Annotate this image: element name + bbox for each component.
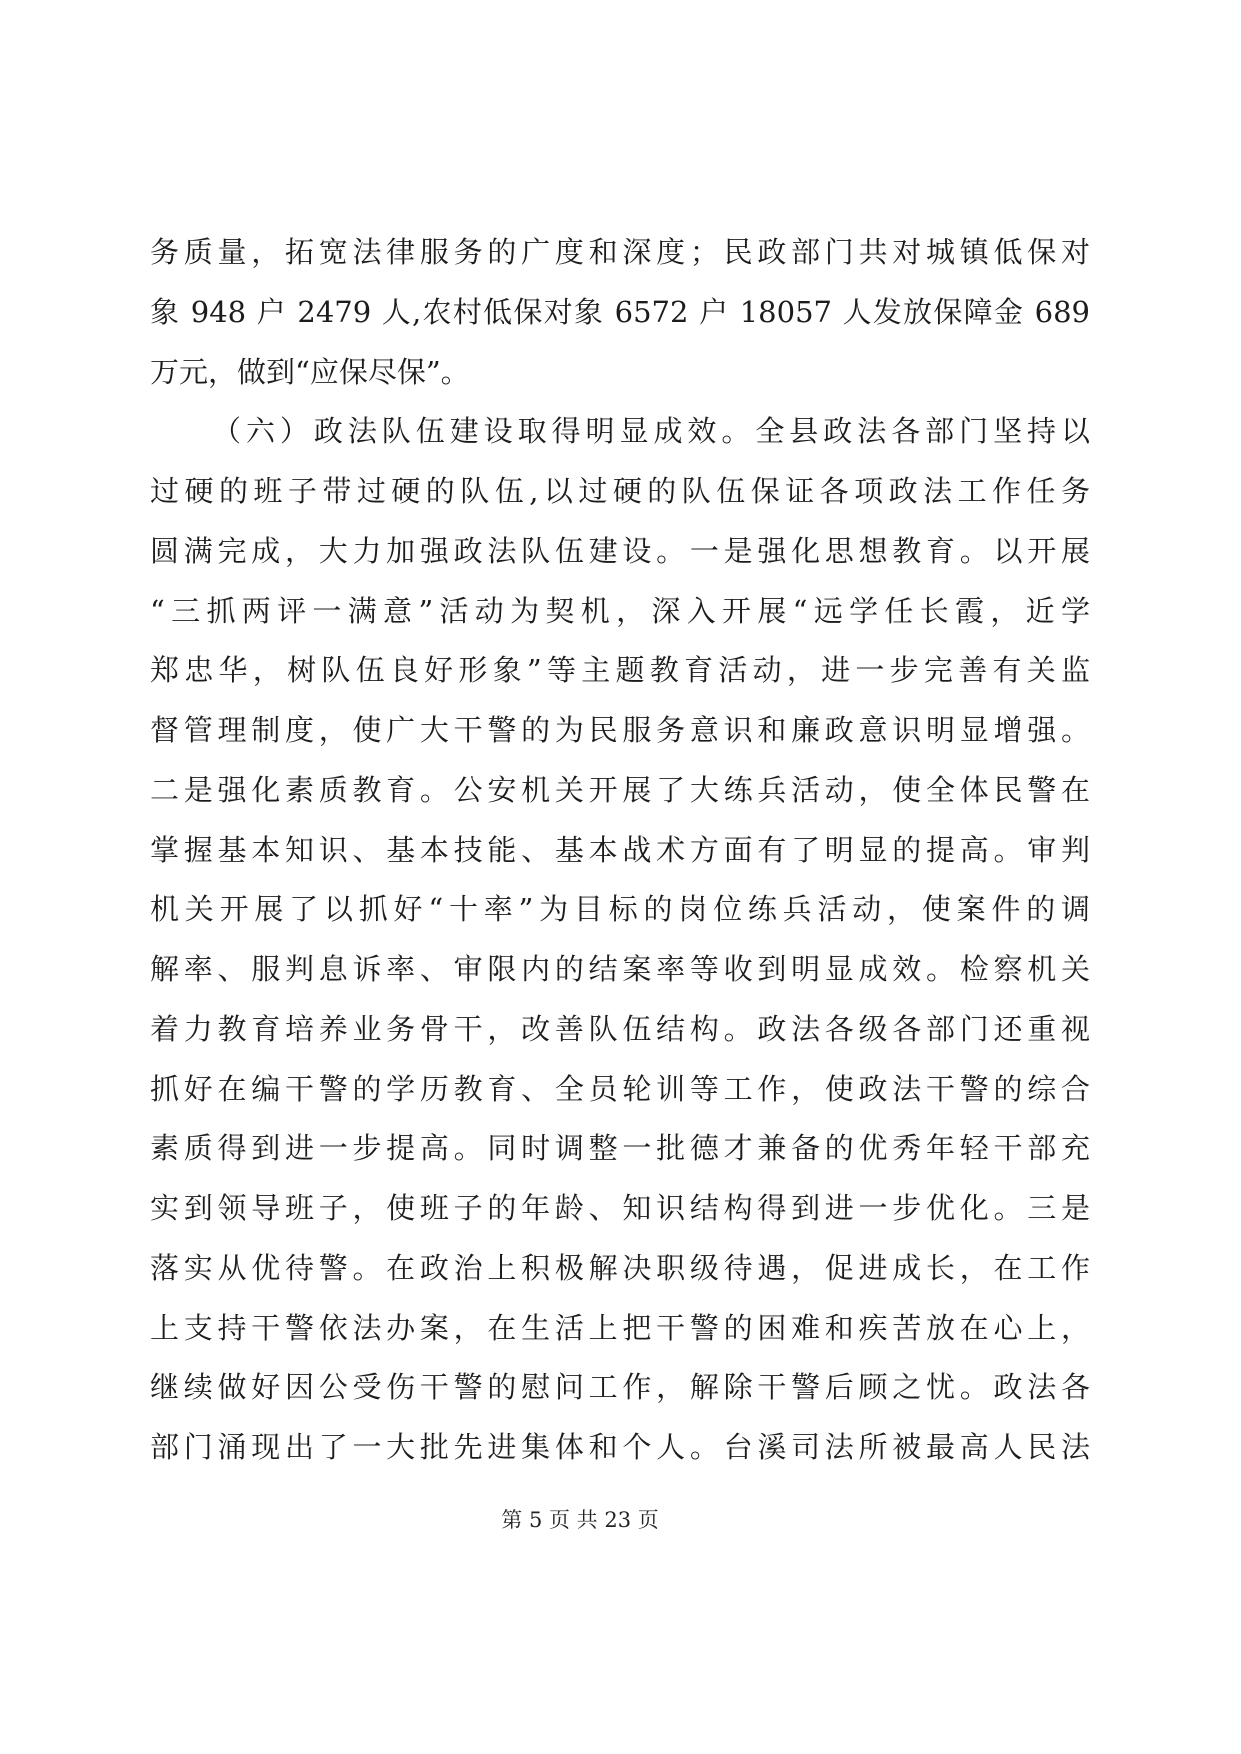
text-line: 过硬的班子带过硬的队伍,以过硬的队伍保证各项政法工作任务 [150, 474, 1090, 508]
text-line: 象 948 户 2479 人,农村低保对象 6572 户 18057 人发放保障金 689 [150, 294, 1090, 329]
text-line: 掌握基本知识、基本技能、基本战术方面有了明显的提高。审判 [150, 832, 1090, 867]
text-line: 着力教育培养业务骨干，改善队伍结构。政法各级各部门还重视 [150, 1011, 1090, 1046]
text-line: 郑忠华，树队伍良好形象”等主题教育活动，进一步完善有关监 [150, 653, 1090, 688]
text-line: 圆满完成，大力加强政法队伍建设。一是强化思想教育。以开展 [150, 533, 1090, 568]
text-line: 务质量，拓宽法律服务的广度和深度；民政部门共对城镇低保对 [150, 235, 1090, 269]
section-heading-line: （六）政法队伍建设取得明显成效。全县政法各部门坚持以 [212, 414, 1090, 449]
text-line: 继续做好因公受伤干警的慰问工作，解除干警后顾之忧。政法各 [150, 1370, 1090, 1405]
text-line: 抓好在编干警的学历教育、全员轮训等工作，使政法干警的综合 [150, 1071, 1090, 1106]
text-line: “三抓两评一满意”活动为契机，深入开展“远学任长霞，近学 [150, 593, 1090, 628]
body-text [150, 223, 1090, 1478]
text-line: 上支持干警依法办案，在生活上把干警的困难和疾苦放在心上， [150, 1310, 1090, 1345]
text-line: 二是强化素质教育。公安机关开展了大练兵活动，使全体民警在 [150, 772, 1090, 807]
text-line: 落实从优待警。在政治上积极解决职级待遇，促进成长，在工作 [150, 1250, 1090, 1285]
text-line: 部门涌现出了一大批先进集体和个人。台溪司法所被最高人民法 [150, 1430, 1090, 1464]
text-line: 督管理制度，使广大干警的为民服务意识和廉政意识明显增强。 [150, 713, 1090, 747]
text-line: 万元，做到“应保尽保”。 [150, 354, 470, 389]
text-line: 机关开展了以抓好“十率”为目标的岗位练兵活动，使案件的调 [150, 892, 1090, 927]
page-number-footer: 第 5 页 共 23 页 [501, 1508, 659, 1532]
text-line: 素质得到进一步提高。同时调整一批德才兼备的优秀年轻干部充 [150, 1131, 1090, 1166]
text-line: 实到领导班子，使班子的年龄、知识结构得到进一步优化。三是 [150, 1191, 1090, 1225]
text-line: 解率、服判息诉率、审限内的结案率等收到明显成效。检察机关 [150, 952, 1090, 986]
